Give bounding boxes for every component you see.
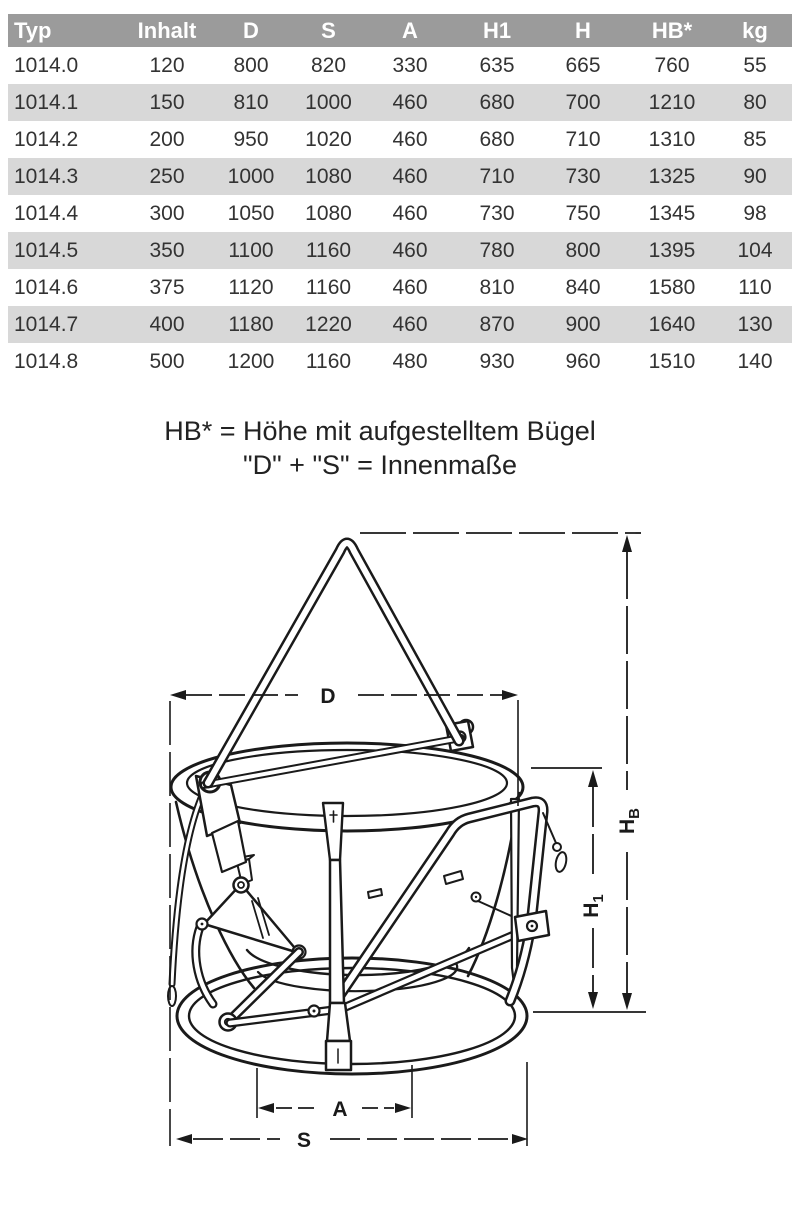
lever-plate (204, 884, 299, 953)
cell-value: 1080 (291, 158, 366, 195)
cell-typ: 1014.6 (14, 275, 79, 299)
cell-value: 350 (123, 232, 211, 269)
table-row (8, 84, 792, 121)
cell-value: 960 (565, 349, 601, 373)
cell-value: 950 (233, 127, 269, 151)
bucket-technical-drawing (0, 498, 800, 1213)
cell-value: 1000 (291, 84, 366, 121)
cell-value: 480 (392, 349, 428, 373)
cell-value: 1160 (305, 349, 352, 373)
cell-value: 1000 (211, 158, 291, 195)
cell-value: 1210 (626, 84, 718, 121)
cell-value: 1180 (211, 306, 291, 343)
cell-value: 460 (392, 201, 428, 225)
cell-value: 460 (366, 306, 454, 343)
cell-typ: 1014.2 (14, 127, 79, 151)
cell-value: 140 (737, 349, 773, 373)
cell-value: 750 (565, 201, 601, 225)
label-S: S (296, 1129, 312, 1152)
cell-value: 460 (392, 275, 428, 299)
cell-value: 460 (392, 127, 428, 151)
column-header-a: A (366, 14, 454, 47)
cell-value: 120 (149, 53, 185, 77)
label-D: D (320, 685, 336, 708)
cell-value: 1160 (305, 275, 352, 299)
cell-value: 730 (540, 158, 626, 195)
cell-value: 780 (454, 232, 540, 269)
cell-value: 1080 (305, 201, 352, 225)
cell-value: 665 (565, 53, 601, 77)
cell-value: 710 (565, 127, 601, 151)
center-rod (323, 803, 351, 1070)
cell-value: 1310 (648, 127, 696, 151)
cell-value: 800 (233, 53, 269, 77)
cell-value: 330 (392, 53, 428, 77)
cell-value: 375 (149, 275, 185, 299)
body-slot (368, 889, 382, 898)
cell-typ: 1014.0 (14, 53, 79, 77)
cell-value: 1050 (227, 201, 275, 225)
label-HB: $H_B$ (616, 807, 643, 835)
cell-typ: 1014.3 (8, 158, 123, 195)
cell-value: 1220 (291, 306, 366, 343)
table-row (8, 121, 792, 158)
column-header-inhalt: Inhalt (123, 14, 211, 47)
cell-value: 1120 (228, 275, 274, 299)
column-header-d: D (211, 14, 291, 47)
table-row (8, 158, 792, 195)
label-A: A (332, 1098, 348, 1121)
cell-value: 460 (366, 158, 454, 195)
spec-table (8, 14, 792, 380)
cell-value: 250 (123, 158, 211, 195)
cell-value: 1020 (305, 127, 352, 151)
cell-value: 1510 (648, 349, 696, 373)
cell-value: 110 (738, 275, 772, 299)
release-rod (511, 799, 519, 984)
cell-value: 130 (718, 306, 792, 343)
table-notes (0, 414, 760, 482)
cell-value: 840 (565, 275, 601, 299)
cell-value: 760 (654, 53, 690, 77)
table-row (8, 232, 792, 269)
latch-clip (554, 851, 568, 873)
cell-value: 870 (454, 306, 540, 343)
cell-typ: 1014.1 (8, 84, 123, 121)
cell-value: 1100 (211, 232, 291, 269)
cell-typ: 1014.5 (8, 232, 123, 269)
cell-value: 820 (310, 53, 347, 77)
release-lever-assembly (196, 855, 523, 1031)
cell-value: 200 (149, 127, 185, 151)
table-row (8, 269, 792, 306)
cell-value: 1200 (227, 349, 275, 373)
cell-value: 1395 (626, 232, 718, 269)
body-slot (444, 871, 463, 884)
column-header-h: H (540, 14, 626, 47)
cell-value: 1345 (648, 201, 696, 225)
cell-typ: 1014.8 (14, 349, 79, 373)
cell-value: 300 (149, 201, 185, 225)
column-header-h1: H1 (454, 14, 540, 47)
cell-value: 85 (743, 127, 767, 151)
cell-value: 460 (366, 232, 454, 269)
cell-value: 810 (479, 275, 515, 299)
cell-value: 800 (540, 232, 626, 269)
cell-value: 810 (211, 84, 291, 121)
cell-value: 150 (123, 84, 211, 121)
column-header-s: S (291, 14, 366, 47)
column-header-hb: HB* (626, 14, 718, 47)
table-row (8, 47, 792, 84)
cell-value: 730 (479, 201, 515, 225)
cell-value: 900 (540, 306, 626, 343)
cell-value: 500 (149, 349, 185, 373)
cell-value: 635 (479, 53, 515, 77)
cell-value: 680 (479, 127, 515, 151)
column-header-kg: kg (718, 14, 792, 47)
cell-value: 930 (479, 349, 515, 373)
table-row (8, 306, 792, 343)
cell-value: 700 (540, 84, 626, 121)
table-row (8, 195, 792, 232)
column-header-typ: Typ (8, 14, 123, 47)
cell-typ: 1014.7 (8, 306, 123, 343)
note-hb: HB* = Höhe mit aufgestelltem Bügel (164, 416, 596, 446)
cell-value: 680 (454, 84, 540, 121)
spec-table-body (8, 47, 792, 380)
label-H1: $H_1$ (580, 894, 607, 918)
cell-typ: 1014.4 (14, 201, 79, 225)
cell-value: 400 (123, 306, 211, 343)
cell-value: 80 (718, 84, 792, 121)
note-innenmasse: "D" + "S" = Innenmaße (243, 450, 517, 480)
cell-value: 1580 (648, 275, 696, 299)
cell-value: 710 (454, 158, 540, 195)
cell-value: 1325 (626, 158, 718, 195)
cell-value: 55 (743, 53, 767, 77)
cell-value: 1640 (626, 306, 718, 343)
cell-value: 98 (743, 201, 767, 225)
table-row (8, 343, 792, 380)
cell-value: 1160 (291, 232, 366, 269)
cell-value: 104 (718, 232, 792, 269)
cell-value: 90 (718, 158, 792, 195)
table-header-row (8, 14, 792, 47)
cell-value: 460 (366, 84, 454, 121)
